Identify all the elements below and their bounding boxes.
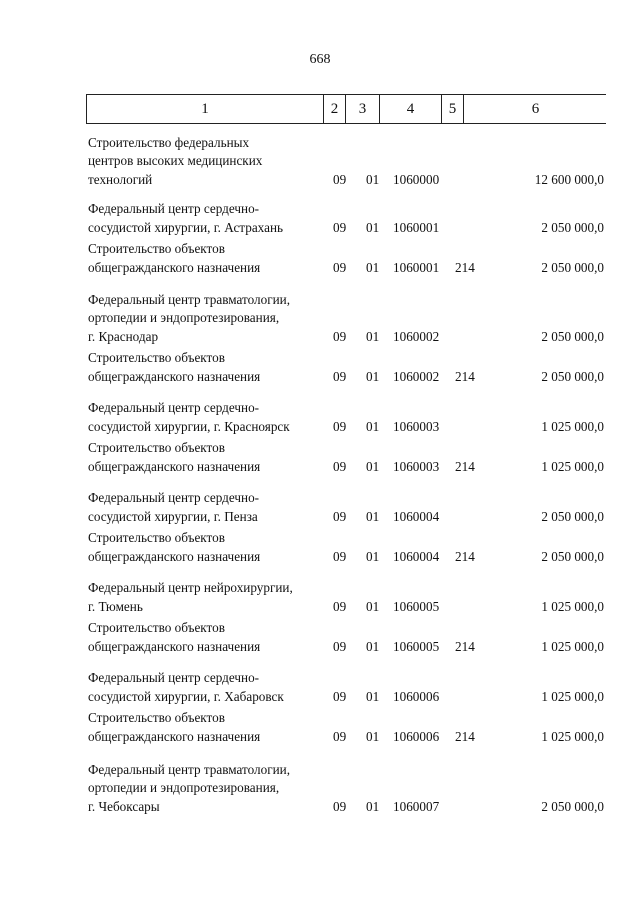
subsection-code: 01: [366, 798, 380, 814]
amount: 2 050 000,0: [541, 798, 604, 814]
expense-type-code: 214: [455, 548, 475, 564]
table-row: [0, 669, 640, 706]
row-name-line: сосудистой хирургии, г. Астрахань: [88, 219, 284, 235]
row-name-line: Строительство объектов: [88, 620, 225, 635]
target-article-code: 1060004: [393, 508, 440, 524]
expense-type-code: 214: [455, 728, 475, 744]
row-name-line: Строительство объектов: [88, 530, 225, 545]
row-name-line: Федеральный центр сердечно-: [88, 670, 260, 685]
row-name-line: сосудистой хирургии, г. Пенза: [88, 508, 258, 524]
column-header-2: 2: [324, 95, 346, 123]
target-article-code: 1060004: [393, 548, 440, 564]
row-name-line: центров высоких медицинских: [88, 153, 263, 168]
amount: 2 050 000,0: [541, 259, 604, 275]
column-header-1: 1: [87, 95, 324, 123]
subsection-code: 01: [366, 688, 380, 704]
row-name: [88, 439, 333, 476]
row-name-line: общегражданского назначения: [88, 728, 261, 744]
expense-type-code: 214: [455, 368, 475, 384]
amount: 2 050 000,0: [541, 548, 604, 564]
expense-type-code: 214: [455, 458, 475, 474]
amount: 1 025 000,0: [541, 638, 604, 654]
target-article-code: 1060001: [393, 259, 440, 275]
column-header-5: 5: [442, 95, 464, 123]
table-row: [0, 619, 640, 656]
row-name-line: Федеральный центр нейрохирургии,: [88, 580, 293, 595]
table-row: [0, 579, 640, 616]
row-name-line: Федеральный центр сердечно-: [88, 201, 260, 216]
row-name: [88, 291, 333, 347]
table-row: [0, 489, 640, 526]
expense-type-code: 214: [455, 638, 475, 654]
row-name-line: Строительство объектов: [88, 710, 225, 725]
row-name: [88, 349, 333, 386]
row-name-line: г. Тюмень: [88, 598, 143, 614]
section-code: 09: [333, 548, 347, 564]
section-code: 09: [333, 638, 347, 654]
column-header-3: 3: [346, 95, 380, 123]
amount: 2 050 000,0: [541, 328, 604, 344]
subsection-code: 01: [366, 328, 380, 344]
row-name-line: сосудистой хирургии, г. Красноярск: [88, 418, 290, 434]
table-row: [0, 349, 640, 386]
subsection-code: 01: [366, 548, 380, 564]
subsection-code: 01: [366, 638, 380, 654]
row-name-line: Федеральный центр сердечно-: [88, 490, 260, 505]
row-name-line: технологий: [88, 171, 153, 187]
row-name: [88, 200, 333, 237]
section-code: 09: [333, 171, 347, 187]
row-name-line: ортопедии и эндопротезирования,: [88, 780, 280, 795]
amount: 2 050 000,0: [541, 219, 604, 235]
target-article-code: 1060000: [393, 171, 440, 187]
row-name: [88, 761, 333, 817]
subsection-code: 01: [366, 171, 380, 187]
subsection-code: 01: [366, 259, 380, 275]
target-article-code: 1060005: [393, 598, 440, 614]
row-name-line: общегражданского назначения: [88, 548, 261, 564]
page-number: 668: [309, 52, 331, 67]
target-article-code: 1060002: [393, 368, 440, 384]
target-article-code: 1060006: [393, 688, 440, 704]
subsection-code: 01: [366, 418, 380, 434]
section-code: 09: [333, 368, 347, 384]
target-article-code: 1060003: [393, 458, 440, 474]
column-header-6: 6: [531, 101, 540, 117]
row-name-line: г. Чебоксары: [88, 798, 160, 814]
table-row: [0, 709, 640, 746]
subsection-code: 01: [366, 508, 380, 524]
section-code: 09: [333, 508, 347, 524]
row-name: [88, 134, 333, 190]
table-row: [0, 399, 640, 436]
amount: 2 050 000,0: [541, 368, 604, 384]
table-row: [0, 240, 640, 277]
subsection-code: 01: [366, 368, 380, 384]
row-name: [88, 669, 333, 706]
row-name-line: Федеральный центр сердечно-: [88, 400, 260, 415]
amount: 1 025 000,0: [541, 728, 604, 744]
subsection-code: 01: [366, 458, 380, 474]
subsection-code: 01: [366, 219, 380, 235]
target-article-code: 1060005: [393, 638, 440, 654]
section-code: 09: [333, 259, 347, 275]
table-row: [0, 291, 640, 347]
target-article-code: 1060003: [393, 418, 440, 434]
column-header-4: 4: [380, 95, 442, 123]
section-code: 09: [333, 328, 347, 344]
section-code: 09: [333, 458, 347, 474]
row-name-line: Федеральный центр травматологии,: [88, 291, 291, 307]
row-name-line: г. Краснодар: [88, 328, 159, 344]
row-name: [88, 399, 333, 436]
row-name-line: общегражданского назначения: [88, 638, 261, 654]
section-code: 09: [333, 219, 347, 235]
subsection-code: 01: [366, 728, 380, 744]
row-name: [88, 709, 333, 746]
target-article-code: 1060001: [393, 219, 440, 235]
subsection-code: 01: [366, 598, 380, 614]
row-name: [88, 489, 333, 526]
row-name-line: Строительство федеральных: [88, 134, 250, 150]
row-name-line: ортопедии и эндопротезирования,: [88, 310, 280, 325]
section-code: 09: [333, 798, 347, 814]
row-name-line: Строительство объектов: [88, 241, 225, 256]
expense-type-code: 214: [455, 259, 475, 275]
target-article-code: 1060006: [393, 728, 440, 744]
row-name: [88, 619, 333, 656]
row-name-line: общегражданского назначения: [88, 259, 261, 275]
section-code: 09: [333, 688, 347, 704]
row-name: [88, 240, 333, 277]
target-article-code: 1060007: [393, 798, 440, 814]
row-name-line: общегражданского назначения: [88, 368, 261, 384]
table-row: [0, 761, 640, 817]
section-code: 09: [333, 418, 347, 434]
table-row: [0, 200, 640, 237]
section-code: 09: [333, 728, 347, 744]
row-name-line: Федеральный центр травматологии,: [88, 761, 291, 777]
table-column-header: [86, 94, 606, 124]
table-row: [0, 529, 640, 566]
amount: 1 025 000,0: [541, 598, 604, 614]
row-name-line: сосудистой хирургии, г. Хабаровск: [88, 688, 284, 704]
target-article-code: 1060002: [393, 328, 440, 344]
amount: 1 025 000,0: [541, 418, 604, 434]
row-name-line: Строительство объектов: [88, 440, 225, 455]
table-row: [0, 439, 640, 476]
amount: 12 600 000,0: [534, 171, 604, 187]
row-name: [88, 529, 333, 566]
amount: 2 050 000,0: [541, 508, 604, 524]
row-name: [88, 579, 333, 616]
row-name-line: Строительство объектов: [88, 350, 225, 365]
amount: 1 025 000,0: [541, 458, 604, 474]
section-code: 09: [333, 598, 347, 614]
row-name-line: общегражданского назначения: [88, 458, 261, 474]
amount: 1 025 000,0: [541, 688, 604, 704]
table-row: [0, 134, 640, 190]
